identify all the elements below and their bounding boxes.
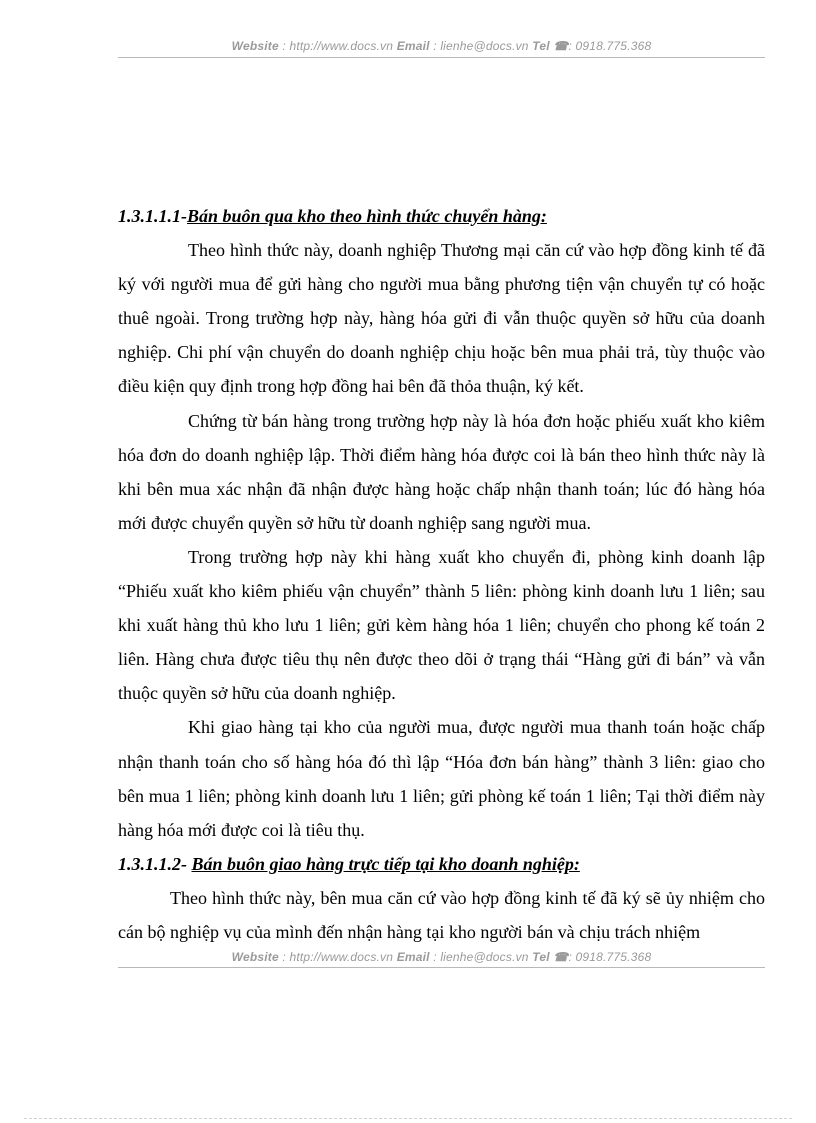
header-website-value: : http://www.docs.vn xyxy=(282,39,394,53)
paragraph: Chứng từ bán hàng trong trường hợp này là hóa đơn hoặc phiếu xuất kho kiêm hóa đơn do doanh nghiệp lập. Thời điểm hàng hóa được coi là bán theo hình thức này là khi bên mua xác nhận đã nhận được hàng hoặc chấp nhận thanh toán; lúc đó hàng hóa mới được chuyển quyền sở hữu từ doanh nghiệp sang người mua. xyxy=(118,410,765,533)
paragraph: Theo hình thức này, doanh nghiệp Thương mại căn cứ vào hợp đồng kinh tế đã ký với người mua để gửi hàng cho người mua bằng phương tiện vận chuyển tự có hoặc thuê ngoài. Trong trường hợp này, hàng hóa gửi đi vẫn thuộc quyền sở hữu của doanh nghiệp. Chi phí vận chuyển do doanh nghiệp chịu hoặc bên mua phải trả, tùy thuộc vào điều kiện quy định trong hợp đồng hai bên đã thỏa thuận, ký kết. xyxy=(118,240,765,397)
page-header xyxy=(118,39,765,53)
section-number-2: 1.3.1.1.2- xyxy=(118,853,187,874)
footer-email-label: Email xyxy=(396,950,430,964)
footer-tel-value: : 0918.775.368 xyxy=(568,950,652,964)
header-website-label: Website xyxy=(231,39,279,53)
paragraph: Khi giao hàng tại kho của người mua, được người mua thanh toán hoặc chấp nhận thanh toán cho số hàng hóa đó thì lập “Hóa đơn bán hàng” thành 3 liên: giao cho bên mua 1 liên; phòng kinh doanh lưu 1 liên; gửi phòng kế toán 1 liên; Tại thời điểm này hàng hóa mới được coi là tiêu thụ. xyxy=(118,717,765,840)
header-divider xyxy=(118,57,765,58)
footer-tel-label: Tel xyxy=(532,950,550,964)
section-heading-2 xyxy=(118,847,765,881)
header-email-label: Email xyxy=(396,39,430,53)
paragraph: Trong trường hợp này khi hàng xuất kho chuyển đi, phòng kinh doanh lập “Phiếu xuất kho kiêm phiếu vận chuyển” thành 5 liên: phòng kinh doanh lưu 1 liên; sau khi xuất hàng thủ kho lưu 1 liên; gửi kèm hàng hóa 1 liên; chuyển cho phong kế toán 2 liên. Hàng chưa được tiêu thụ nên được theo dõi ở trạng thái “Hàng gửi đi bán” và vẫn thuộc quyền sở hữu của doanh nghiệp. xyxy=(118,546,765,704)
section-title-2: Bán buôn giao hàng trực tiếp tại kho doanh nghiệp: xyxy=(191,853,580,874)
footer-email-value: : lienhe@docs.vn xyxy=(433,950,529,964)
header-tel-label: Tel xyxy=(532,39,550,53)
header-email-value: : lienhe@docs.vn xyxy=(433,39,529,53)
document-body xyxy=(118,199,765,949)
section-heading-1 xyxy=(118,199,765,233)
page-boundary xyxy=(24,1118,792,1119)
section-number-1: 1.3.1.1.1- xyxy=(118,206,187,226)
page-footer xyxy=(118,950,765,964)
footer-website-label: Website xyxy=(231,950,279,964)
phone-icon: ☎ xyxy=(553,950,569,964)
paragraph: Theo hình thức này, bên mua căn cứ vào hợp đồng kinh tế đã ký sẽ ủy nhiệm cho cán bộ nghiệp vụ của mình đến nhận hàng tại kho người bán và chịu trách nhiệm xyxy=(118,887,765,942)
header-tel-value: : 0918.775.368 xyxy=(568,39,652,53)
phone-icon: ☎ xyxy=(553,39,569,53)
footer-website-value: : http://www.docs.vn xyxy=(282,950,394,964)
section-title-1: Bán buôn qua kho theo hình thức chuyển hàng: xyxy=(187,206,547,226)
footer-divider xyxy=(118,967,765,968)
